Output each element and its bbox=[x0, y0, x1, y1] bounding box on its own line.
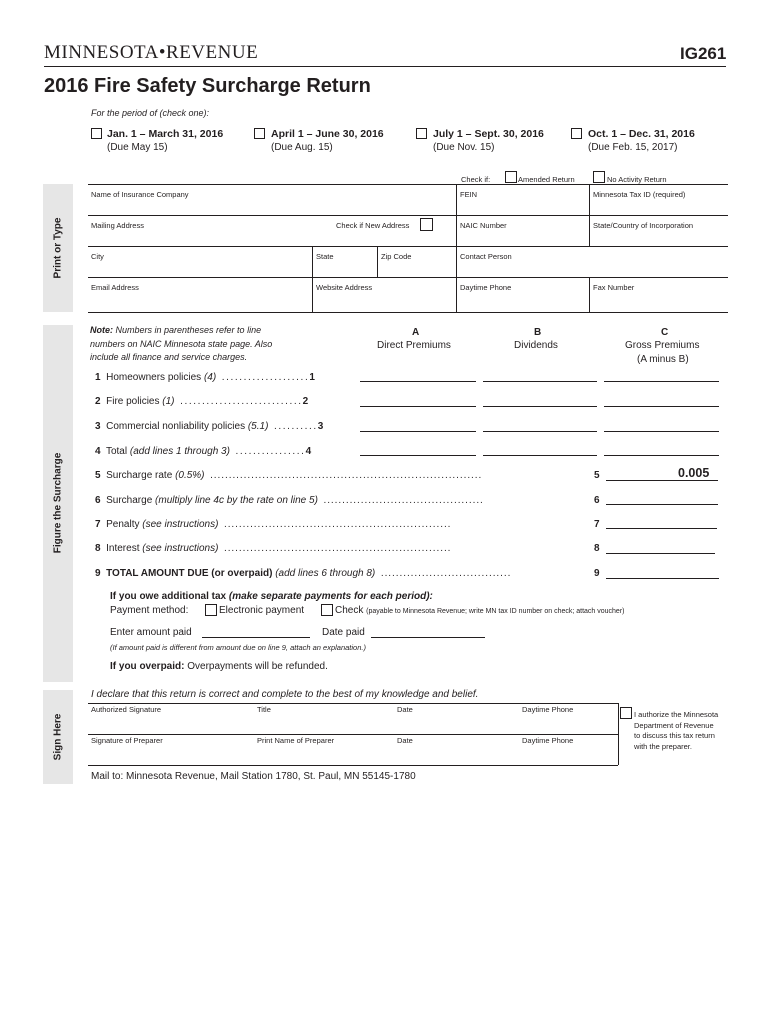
column-b-letter: B bbox=[534, 327, 542, 338]
owe-tax-italic: (make separate payments for each period): bbox=[228, 591, 433, 602]
line-9-row bbox=[95, 568, 511, 579]
line-number: 3 bbox=[95, 421, 101, 432]
line-2-row bbox=[95, 396, 308, 407]
contact-person-field[interactable]: Contact Person bbox=[460, 252, 512, 261]
company-name-field[interactable]: Name of Insurance Company bbox=[91, 190, 189, 199]
grid-line bbox=[88, 312, 728, 313]
fax-number-field[interactable]: Fax Number bbox=[593, 283, 635, 292]
print-or-type-label: Print or Type bbox=[52, 217, 64, 279]
authorize-line-3: to discuss this tax return bbox=[634, 731, 715, 740]
note-text bbox=[90, 324, 272, 365]
line-7-input[interactable] bbox=[606, 528, 717, 529]
line-number: 7 bbox=[95, 519, 101, 530]
line-4b-input[interactable] bbox=[483, 455, 597, 456]
line-9-input[interactable] bbox=[606, 578, 719, 579]
preparer-date-field[interactable]: Date bbox=[397, 736, 413, 745]
line-number: 2 bbox=[95, 396, 101, 407]
line-ref: (see instructions) bbox=[142, 519, 219, 530]
authorize-preparer-checkbox[interactable] bbox=[620, 707, 632, 719]
brand-logo: MINNESOTA•REVENUE bbox=[44, 42, 259, 63]
line-label: Interest bbox=[106, 543, 143, 554]
grid-line bbox=[88, 184, 728, 185]
period-q4-checkbox[interactable] bbox=[571, 128, 582, 139]
line-number: 1 bbox=[95, 372, 101, 383]
check-label: Check bbox=[335, 605, 364, 616]
check-note: (payable to Minnesota Revenue; write MN tax ID number on check; attach voucher) bbox=[366, 608, 625, 615]
owe-tax-bold: If you owe additional tax bbox=[110, 591, 229, 602]
line-ref: (add lines 1 through 3) bbox=[129, 446, 230, 457]
line-4c-input[interactable] bbox=[604, 455, 719, 456]
amended-return-label: Amended Return bbox=[518, 175, 575, 184]
overpaid-text: Overpayments will be refunded. bbox=[184, 661, 328, 672]
grid-line bbox=[456, 184, 457, 312]
period-q3-checkbox[interactable] bbox=[416, 128, 427, 139]
line-7-end-number: 7 bbox=[594, 519, 600, 530]
line-end-number: 3 bbox=[317, 421, 324, 432]
state-country-field[interactable]: State/Country of Incorporation bbox=[593, 221, 694, 230]
check-payment-checkbox[interactable] bbox=[321, 604, 333, 616]
amended-return-checkbox[interactable] bbox=[505, 171, 517, 183]
line-3c-input[interactable] bbox=[604, 431, 719, 432]
authorize-line-2: Department of Revenue bbox=[634, 720, 714, 730]
line-label: Penalty bbox=[106, 519, 143, 530]
line-2a-input[interactable] bbox=[360, 406, 476, 407]
grid-line bbox=[589, 184, 590, 246]
zip-code-field[interactable]: Zip Code bbox=[381, 252, 412, 261]
line-1-row bbox=[95, 372, 315, 383]
period-q1-label: Jan. 1 – March 31, 2016 bbox=[107, 128, 224, 140]
line-1a-input[interactable] bbox=[360, 381, 476, 382]
line-dots: .................... bbox=[221, 372, 310, 383]
line-ref: (add lines 6 through 8) bbox=[275, 568, 376, 579]
declaration-text: I declare that this return is correct and complete to the best of my knowledge and belief. bbox=[91, 689, 479, 700]
authorized-signature-field[interactable]: Authorized Signature bbox=[91, 705, 162, 714]
grid-line bbox=[88, 277, 728, 278]
date-field[interactable]: Date bbox=[397, 705, 413, 714]
line-2c-input[interactable] bbox=[604, 406, 719, 407]
column-c-letter: C bbox=[661, 327, 669, 338]
line-number: 8 bbox=[95, 543, 101, 554]
payment-method-label: Payment method: bbox=[110, 605, 189, 616]
check-if-label: Check if: bbox=[461, 175, 491, 184]
mail-to-address: Mail to: Minnesota Revenue, Mail Station 1780, St. Paul, MN 55145-1780 bbox=[91, 771, 416, 782]
period-q2-checkbox[interactable] bbox=[254, 128, 265, 139]
mn-tax-id-field[interactable]: Minnesota Tax ID (required) bbox=[593, 190, 686, 199]
line-1c-input[interactable] bbox=[604, 381, 719, 382]
line-dots: ................ bbox=[235, 446, 306, 457]
email-address-field[interactable]: Email Address bbox=[91, 283, 139, 292]
line-label: TOTAL AMOUNT DUE (or overpaid) bbox=[106, 568, 276, 579]
line-6-input[interactable] bbox=[606, 504, 718, 505]
line-label: Commercial nonliability policies bbox=[106, 421, 248, 432]
line-7-row bbox=[95, 519, 451, 530]
date-paid-input[interactable] bbox=[371, 637, 485, 638]
line-number: 5 bbox=[95, 470, 101, 481]
grid-line bbox=[88, 246, 728, 247]
header-rule bbox=[44, 66, 726, 67]
form-id: IG261 bbox=[680, 44, 727, 63]
line-5-value: 0.005 bbox=[678, 466, 710, 480]
date-paid-label: Date paid bbox=[322, 627, 365, 638]
period-q3-label: July 1 – Sept. 30, 2016 bbox=[433, 128, 544, 140]
line-9-end-number: 9 bbox=[594, 568, 600, 579]
line-5-input[interactable] bbox=[606, 480, 718, 481]
line-number: 9 bbox=[95, 568, 101, 579]
amount-diff-note: (If amount paid is different from amount due on line 9, attach an explanation.) bbox=[110, 643, 366, 652]
period-q1-due: (Due May 15) bbox=[107, 142, 168, 153]
period-q4-label: Oct. 1 – Dec. 31, 2016 bbox=[588, 128, 695, 140]
line-label: Fire policies bbox=[106, 396, 163, 407]
naic-number-field[interactable]: NAIC Number bbox=[460, 221, 507, 230]
preparer-phone-field[interactable]: Daytime Phone bbox=[522, 736, 574, 745]
electronic-payment-checkbox[interactable] bbox=[205, 604, 217, 616]
daytime-phone-field[interactable]: Daytime Phone bbox=[460, 283, 512, 292]
line-3-row bbox=[95, 421, 323, 432]
new-address-checkbox[interactable] bbox=[420, 218, 433, 231]
line-5-end-number: 5 bbox=[594, 470, 600, 481]
column-a-letter: A bbox=[412, 327, 420, 338]
figure-surcharge-label: Figure the Surcharge bbox=[52, 452, 64, 554]
line-3a-input[interactable] bbox=[360, 431, 476, 432]
sign-daytime-phone-field[interactable]: Daytime Phone bbox=[522, 705, 574, 714]
line-dots: ......................................................................... bbox=[210, 470, 483, 481]
line-number: 4 bbox=[95, 446, 101, 457]
line-4a-input[interactable] bbox=[360, 455, 476, 456]
period-label: For the period of (check one): bbox=[91, 108, 210, 118]
mailing-address-field[interactable]: Mailing Address bbox=[91, 221, 144, 230]
preparer-signature-field[interactable]: Signature of Preparer bbox=[91, 736, 163, 745]
column-a-label: Direct Premiums bbox=[377, 340, 451, 351]
owe-tax-heading bbox=[110, 591, 433, 602]
period-q1-checkbox[interactable] bbox=[91, 128, 102, 139]
line-8-end-number: 8 bbox=[594, 543, 600, 554]
line-3b-input[interactable] bbox=[483, 431, 597, 432]
city-field[interactable]: City bbox=[91, 252, 104, 261]
period-q3-due: (Due Nov. 15) bbox=[433, 142, 495, 153]
line-dots: ................................... bbox=[380, 568, 512, 579]
state-field[interactable]: State bbox=[316, 252, 334, 261]
sign-grid-line bbox=[88, 734, 618, 735]
line-5-row bbox=[95, 470, 482, 481]
overpaid-bold: If you overpaid: bbox=[110, 661, 185, 672]
line-label: Surcharge bbox=[106, 495, 156, 506]
column-c-sublabel: (A minus B) bbox=[637, 354, 689, 365]
grid-line bbox=[88, 215, 728, 216]
period-q2-due: (Due Aug. 15) bbox=[271, 142, 333, 153]
line-ref: (0.5%) bbox=[175, 470, 205, 481]
authorize-line-1: I authorize the Minnesota bbox=[634, 710, 719, 719]
line-6-row bbox=[95, 495, 484, 506]
line-label: Total bbox=[105, 446, 130, 457]
amount-paid-input[interactable] bbox=[202, 637, 310, 638]
page-title: 2016 Fire Safety Surcharge Return bbox=[44, 75, 371, 97]
line-dots: .......... bbox=[273, 421, 318, 432]
line-end-number: 1 bbox=[309, 372, 315, 383]
line-8-input[interactable] bbox=[606, 553, 715, 554]
authorize-preparer-text bbox=[634, 710, 718, 752]
period-q2-label: April 1 – June 30, 2016 bbox=[271, 128, 384, 140]
note-line-1: Numbers in parentheses refer to line bbox=[113, 325, 262, 335]
line-label: Homeowners policies bbox=[106, 372, 204, 383]
sign-grid-line bbox=[88, 703, 618, 704]
line-1b-input[interactable] bbox=[483, 381, 597, 382]
line-label: Surcharge rate bbox=[106, 470, 176, 481]
note-bold: Note: bbox=[90, 325, 113, 335]
grid-line bbox=[377, 246, 378, 277]
line-end-number: 4 bbox=[305, 446, 312, 457]
line-ref: (5.1) bbox=[247, 421, 269, 432]
fein-field[interactable]: FEIN bbox=[460, 190, 478, 199]
line-ref: (multiply line 4c by the rate on line 5) bbox=[155, 495, 318, 506]
line-6-end-number: 6 bbox=[594, 495, 600, 506]
authorize-line-4: with the preparer. bbox=[634, 741, 692, 751]
no-activity-checkbox[interactable] bbox=[593, 171, 605, 183]
electronic-payment-label: Electronic payment bbox=[219, 605, 305, 616]
line-dots: ............................................................. bbox=[223, 543, 452, 554]
line-8-row bbox=[95, 543, 451, 554]
period-q4-due: (Due Feb. 15, 2017) bbox=[588, 142, 678, 153]
sign-grid-line bbox=[618, 703, 619, 765]
line-number: 6 bbox=[95, 495, 101, 506]
sign-grid-line bbox=[88, 765, 618, 766]
sign-here-label: Sign Here bbox=[52, 713, 64, 761]
line-end-number: 2 bbox=[302, 396, 309, 407]
overpaid-note bbox=[110, 661, 328, 672]
line-ref: (1) bbox=[162, 396, 175, 407]
line-dots: ........................................... bbox=[323, 495, 484, 506]
line-ref: (see instructions) bbox=[142, 543, 219, 554]
no-activity-label: No Activity Return bbox=[607, 175, 667, 184]
column-b-label: Dividends bbox=[514, 340, 558, 351]
line-2b-input[interactable] bbox=[483, 406, 597, 407]
amount-paid-label: Enter amount paid bbox=[110, 627, 192, 638]
note-line-2: numbers on NAIC Minnesota state page. Also bbox=[90, 338, 273, 349]
preparer-name-field[interactable]: Print Name of Preparer bbox=[257, 736, 335, 745]
line-dots: ............................ bbox=[180, 396, 303, 407]
check-payment-label bbox=[335, 605, 625, 616]
line-ref: (4) bbox=[203, 372, 217, 383]
new-address-label: Check if New Address bbox=[336, 221, 410, 230]
line-dots: ............................................................. bbox=[223, 519, 452, 530]
title-field[interactable]: Title bbox=[257, 705, 271, 714]
grid-line bbox=[312, 246, 313, 312]
note-line-3: include all finance and service charges. bbox=[90, 352, 248, 362]
column-c-label: Gross Premiums bbox=[625, 340, 700, 351]
website-address-field[interactable]: Website Address bbox=[316, 283, 373, 292]
line-4-row bbox=[95, 446, 311, 457]
grid-line bbox=[589, 277, 590, 312]
